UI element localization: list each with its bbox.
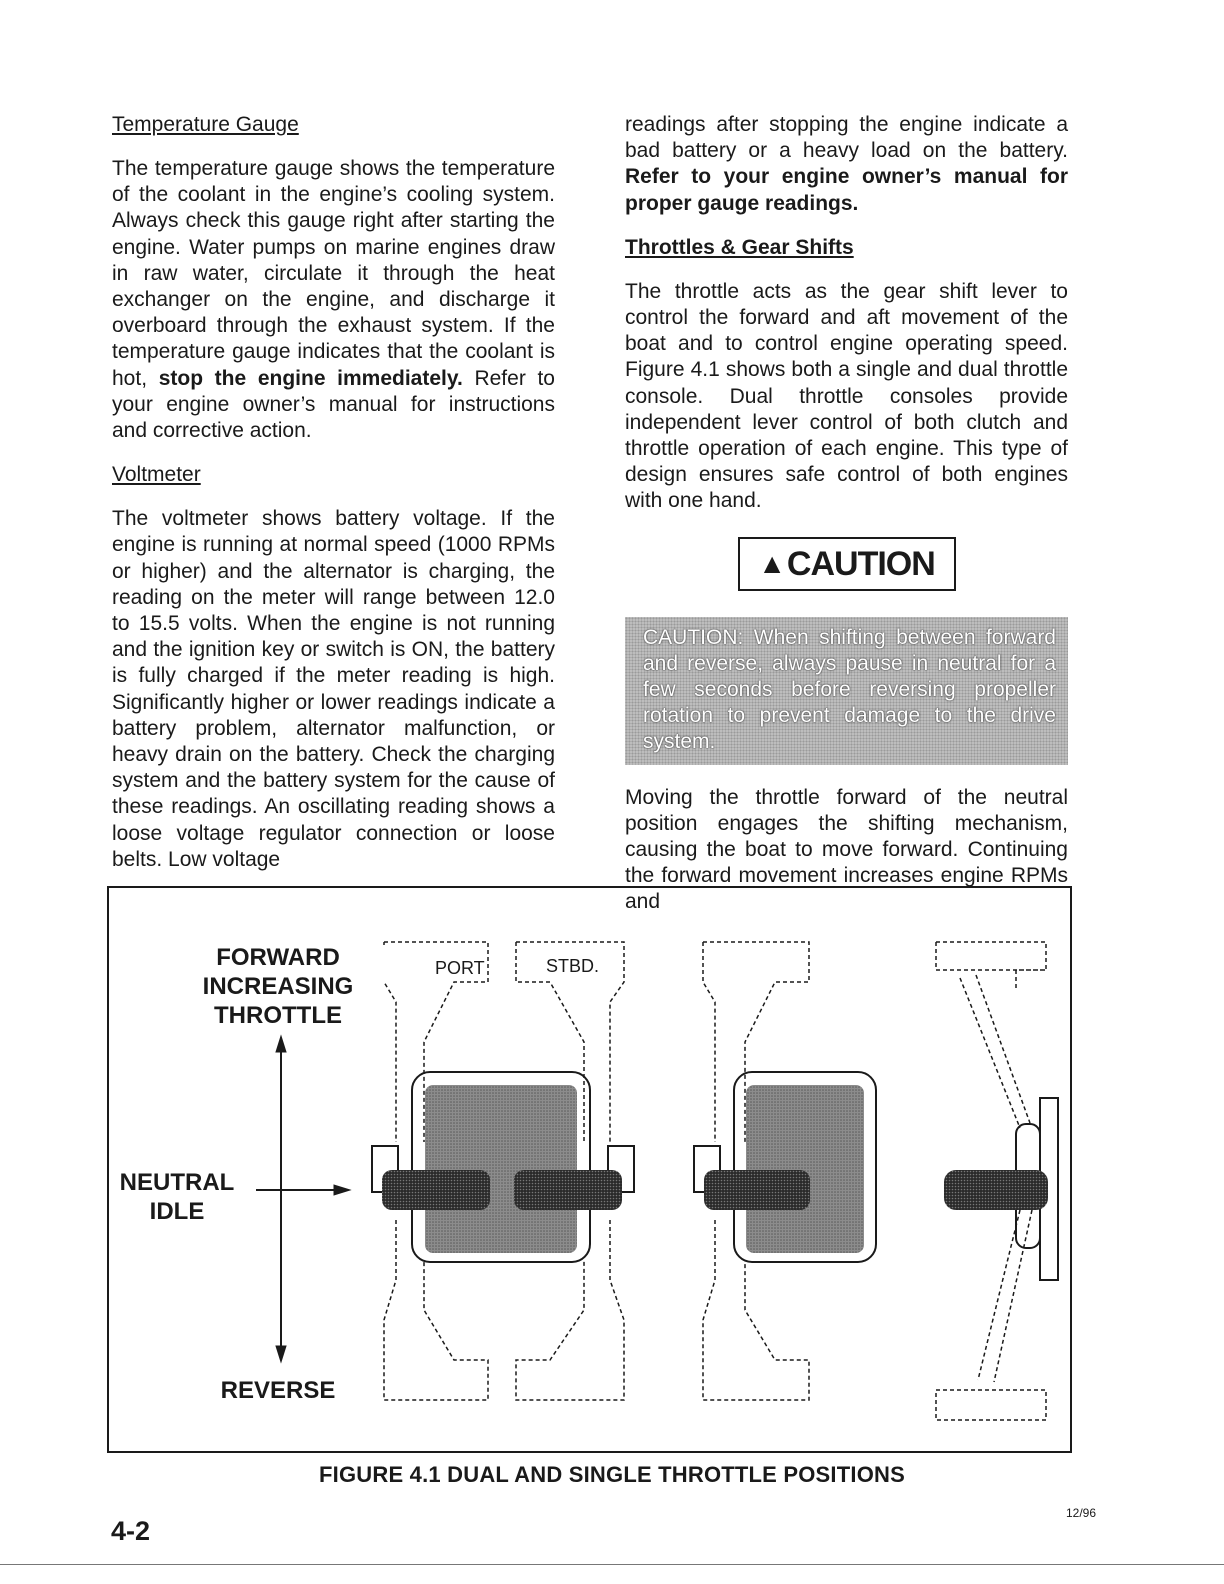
voltmeter-heading: Voltmeter — [112, 463, 201, 487]
port-label: PORT — [435, 958, 485, 978]
figure-caption: FIGURE 4.1 DUAL AND SINGLE THROTTLE POSITIONS — [319, 1462, 905, 1487]
throttle-forward-paragraph: Moving the throttle forward of the neutral position engages the shifting mechanism, causing the boat to move forward. Continuing the forward movement increases engine RPMs and — [625, 785, 1068, 914]
gauge-readings-note: Refer to your engine owner’s manual for proper gauge readings. — [625, 165, 1068, 215]
voltmeter-continued-paragraph: readings after stopping the engine indicate a bad battery or a heavy load on the battery. Refer to your engine owner’s manual for proper gauge readings. — [625, 113, 1068, 215]
single-throttle-console — [694, 942, 876, 1400]
throttles-paragraph: The throttle acts as the gear shift lever to control the forward and aft movement of the boat and to control engine operating speed. Figure 4.1 shows both a single and dual throttle console. Dual throttle consoles provide independent lever control of both clutch and throttle operation of each engine. This type of design ensures safe control of both engines with one hand. — [625, 279, 1068, 513]
stbd-label: STBD. — [546, 956, 600, 976]
throttles-heading: Throttles & Gear Shifts — [625, 235, 854, 259]
forward-label: FORWARD INCREASING THROTTLE — [202, 944, 354, 1029]
temperature-gauge-paragraph: The temperature gauge shows the temperature of the coolant in the engine’s cooling system. Always check this gauge right after starting the engine. Water pumps on marine engines draw in raw water, circulate it through the heat exchanger on the engine, and discharge it overboard through the exhaust system. If the temperature gauge indicates that the coolant is hot, stop the engine immediately. Refer to your engine owner’s manual for instructions and corrective action. — [112, 157, 555, 443]
dual-throttle-console — [372, 942, 634, 1400]
revision-date: 12/96 — [1066, 1506, 1097, 1520]
neutral-idle-label: NEUTRAL IDLE — [119, 1169, 235, 1225]
caution-note: CAUTION: When shifting between forward and reverse, always pause in neutral for a few seconds before reversing propeller rotation to prevent damage to the drive system. — [625, 617, 1068, 765]
bottom-rule — [0, 1564, 1224, 1565]
side-view-throttle — [936, 942, 1058, 1420]
throttle-direction-arrow — [256, 1036, 350, 1362]
stop-engine-warning: stop the engine immediately. — [158, 366, 463, 390]
page-number: 4-2 — [111, 1516, 151, 1546]
warning-triangle-icon: ▲ — [758, 547, 785, 579]
reverse-label: REVERSE — [220, 1377, 336, 1404]
temperature-gauge-heading: Temperature Gauge — [112, 113, 299, 136]
caution-label: CAUTION — [786, 544, 935, 583]
voltmeter-paragraph: The voltmeter shows battery voltage. If the engine is running at normal speed (1000 RPMs or higher) and the alternator is charging, the reading on the meter will range between 12.0 to 15.5 volts. When the engine is not running and the ignition key or switch is ON, the battery is fully charged if the meter reading is high. Significantly higher or lower readings indicate a battery problem, alternator malfunction, or heavy drain on the battery. Check the charging system and the battery system for the cause of these readings. An oscillating reading shows a loose voltage regulator connection or loose belts. Low voltage — [112, 507, 555, 871]
